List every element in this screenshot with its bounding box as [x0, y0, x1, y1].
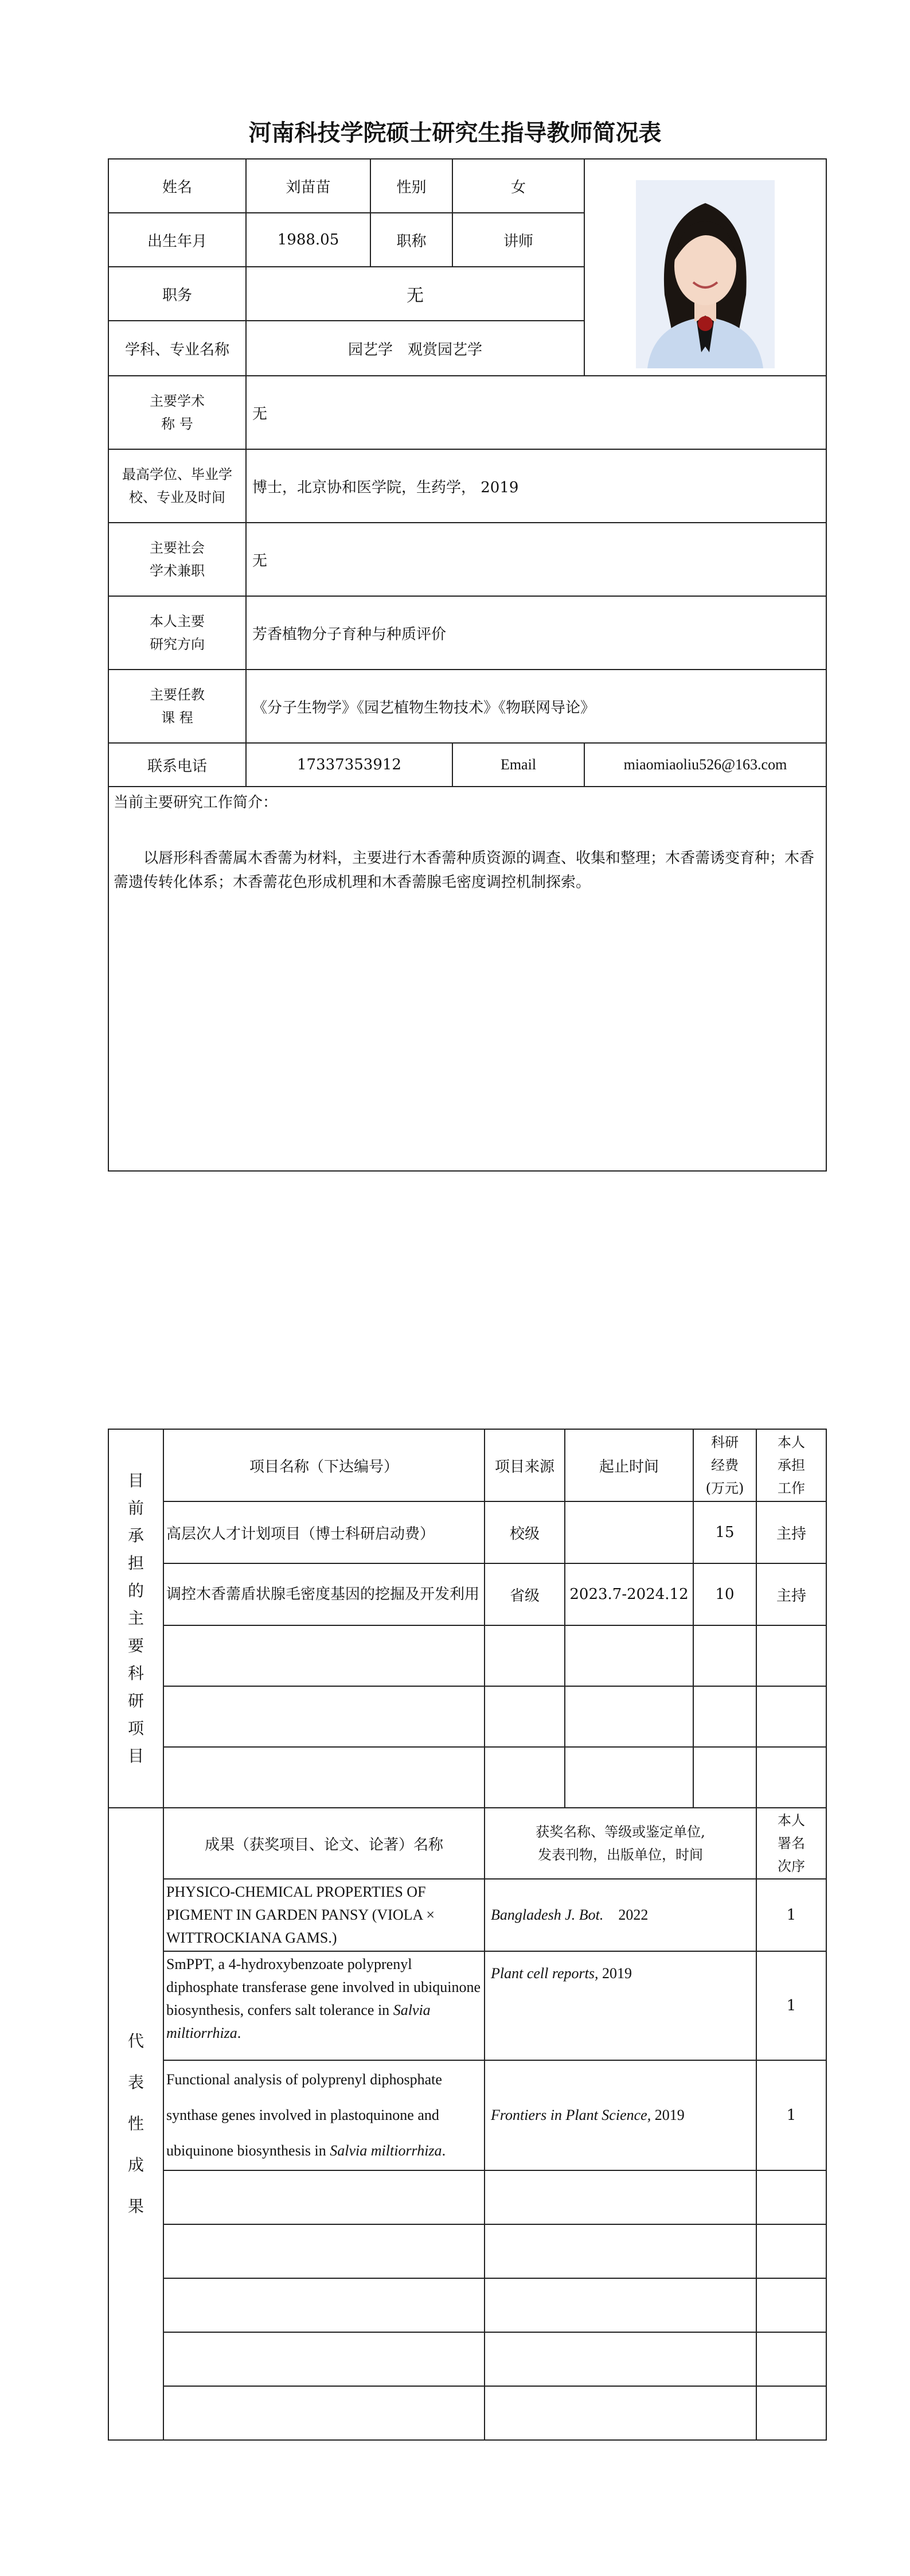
table-row: [108, 2060, 826, 2170]
project-period-header: 起止时间: [565, 1429, 693, 1501]
project-role: 主持: [756, 1563, 826, 1625]
honor-value: 无: [246, 376, 826, 449]
phone-label: 联系电话: [108, 743, 246, 787]
table-row: [108, 2170, 826, 2224]
degree-value: 博士，北京协和医学院，生药学， 2019: [246, 449, 826, 523]
table-row: [108, 1747, 826, 1808]
table-row: [108, 1625, 826, 1686]
gender-value: 女: [452, 159, 584, 213]
project-funding: 10: [693, 1563, 756, 1625]
table-row: [108, 1563, 826, 1625]
project-role-header: 本人 承担 工作: [756, 1429, 826, 1501]
email-label: Email: [452, 743, 584, 787]
result-rank: 1: [756, 1951, 826, 2060]
result-venue: Bangladesh J. Bot. 2022: [485, 1879, 756, 1951]
result-name-header: 成果（获奖项目、论文、论著）名称: [163, 1808, 485, 1879]
result-title: PHYSICO-CHEMICAL PROPERTIES OF PIGMENT IN GARDEN PANSY (VIOLA × WITTROCKIANA GAMS.): [163, 1879, 485, 1951]
table-row: [108, 2224, 826, 2278]
project-role: 主持: [756, 1501, 826, 1563]
project-period: [565, 1501, 693, 1563]
subject-value: 园艺学 观赏园艺学: [246, 321, 584, 376]
result-venue: Frontiers in Plant Science, 2019: [485, 2060, 756, 2170]
table-row: [108, 2386, 826, 2440]
position-label: 职务: [108, 267, 246, 321]
table-row: [108, 1501, 826, 1563]
project-name: 调控木香薷盾状腺毛密度基因的挖掘及开发利用: [163, 1563, 485, 1625]
project-source: 省级: [485, 1563, 565, 1625]
project-name-header: 项目名称（下达编号）: [163, 1429, 485, 1501]
table-row: [108, 2332, 826, 2386]
title-label: 职称: [370, 213, 452, 267]
degree-label: 最高学位、毕业学 校、专业及时间: [108, 449, 246, 523]
project-funding-header: 科研 经费 (万元): [693, 1429, 756, 1501]
research-value: 芳香植物分子育种与种质评价: [246, 596, 826, 670]
page-title: 河南科技学院硕士研究生指导教师简况表: [248, 120, 662, 146]
name-label: 姓名: [108, 159, 246, 213]
result-rank: 1: [756, 2060, 826, 2170]
honor-label: 主要学术 称 号: [108, 376, 246, 449]
research-intro: [108, 787, 826, 1171]
result-rank-header: 本人 署名 次序: [756, 1808, 826, 1879]
intro-text: 以唇形科香薷属木香薷为材料，主要进行木香薷种质资源的调查、收集和整理；木香薷诱变育种；木香薷遗传转化体系；木香薷花色形成机理和木香薷腺毛密度调控机制探索。: [114, 850, 815, 891]
email-value: miaomiaoliu526@163.com: [584, 743, 826, 787]
project-funding: 15: [693, 1501, 756, 1563]
gender-label: 性别: [370, 159, 452, 213]
projects-section-label: 目前承担的主要科研项目: [108, 1429, 163, 1808]
result-title: SmPPT, a 4-hydroxybenzoate polyprenyl diphosphate transferase gene involved in ubiquinone biosynthesis, confers salt tolerance in Salvia miltiorrhiza.: [163, 1951, 485, 2060]
position-value: 无: [246, 267, 584, 321]
project-source-header: 项目来源: [485, 1429, 565, 1501]
table-row: [108, 1879, 826, 1951]
project-period: 2023.7-2024.12: [565, 1563, 693, 1625]
social-label: 主要社会 学术兼职: [108, 523, 246, 596]
result-venue-header: 获奖名称、等级或鉴定单位, 发表刊物，出版单位，时间: [485, 1808, 756, 1879]
intro-label: 当前主要研究工作简介：: [114, 794, 278, 811]
table-row: [108, 1951, 826, 2060]
courses-value: 《分子生物学》《园艺植物生物技术》《物联网导论》: [246, 670, 826, 743]
subject-label: 学科、专业名称: [108, 321, 246, 376]
birth-value: 1988.05: [246, 213, 370, 267]
research-label: 本人主要 研究方向: [108, 596, 246, 670]
photo-cell: [584, 159, 826, 376]
courses-label: 主要任教 课 程: [108, 670, 246, 743]
profile-table: [108, 158, 827, 1172]
results-section-label: 代表性成果: [108, 1808, 163, 2440]
birth-label: 出生年月: [108, 213, 246, 267]
name-value: 刘苗苗: [246, 159, 370, 213]
result-title: Functional analysis of polyprenyl diphosphate synthase genes involved in plastoquinone and ubiquinone biosynthesis in Salvia miltiorrhiza.: [163, 2060, 485, 2170]
table-row: [108, 2278, 826, 2332]
result-venue: Plant cell reports, 2019: [485, 1951, 756, 2060]
result-rank: 1: [756, 1879, 826, 1951]
title-value: 讲师: [452, 213, 584, 267]
table-row: [108, 1686, 826, 1747]
phone-value: 17337353912: [246, 743, 452, 787]
projects-results-table: [108, 1429, 827, 2441]
social-value: 无: [246, 523, 826, 596]
portrait-photo-icon: [636, 180, 775, 368]
project-source: 校级: [485, 1501, 565, 1563]
project-name: 高层次人才计划项目（博士科研启动费）: [163, 1501, 485, 1563]
